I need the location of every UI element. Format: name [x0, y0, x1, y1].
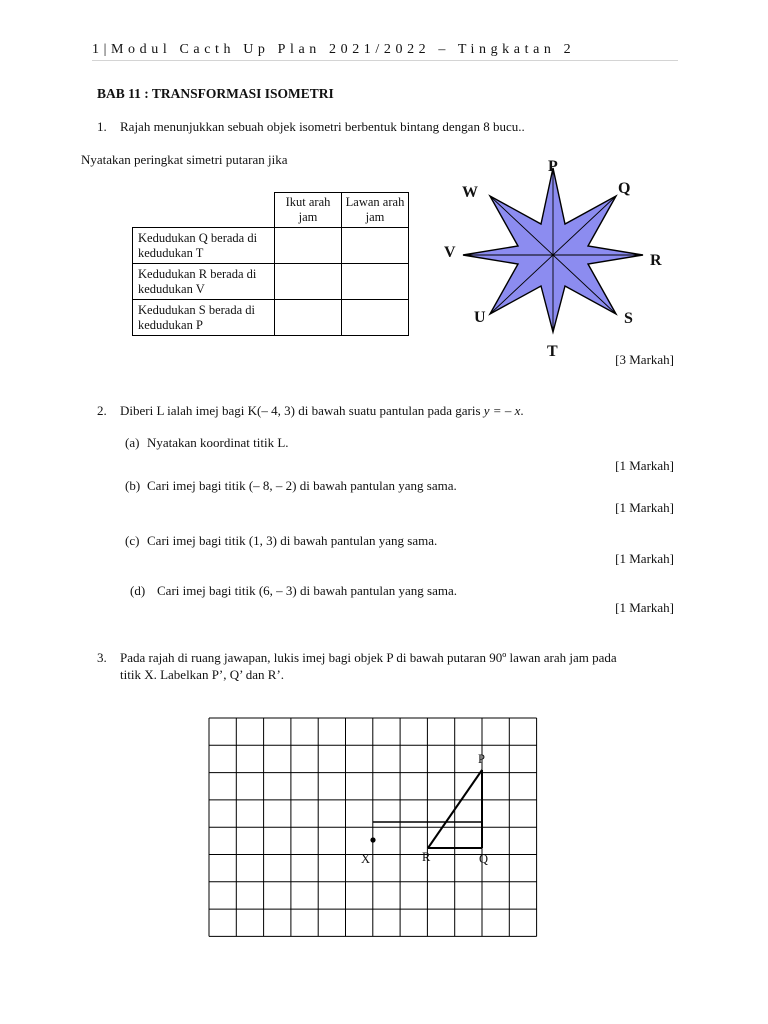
q2a-text: Nyatakan koordinat titik L. [147, 435, 289, 450]
center-point-x [370, 837, 375, 842]
q2b-marks: [1 Markah] [615, 500, 674, 515]
q1-number: 1. [97, 119, 107, 134]
q2c-text: Cari imej bagi titik (1, 3) di bawah pantulan yang sama. [147, 533, 438, 548]
page-header: 1|Modul Cacth Up Plan 2021/2022 – Tingkatan 2 [92, 42, 576, 57]
q3-number: 3. [97, 650, 107, 665]
q2b-text: Cari imej bagi titik (– 8, – 2) di bawah pantulan yang sama. [147, 478, 457, 493]
q2c-marks: [1 Markah] [615, 551, 674, 566]
star-label-q: Q [618, 180, 631, 197]
grid-label-q: Q [479, 852, 489, 866]
q2d-label: (d) [130, 583, 146, 598]
q2c-label: (c) [125, 533, 140, 548]
grid-label-p: P [478, 752, 485, 766]
star-label-r: R [650, 252, 662, 269]
q2-text-post: . [520, 403, 524, 418]
square-grid [209, 718, 537, 936]
star-label-t: T [547, 343, 558, 360]
grid-label-x: X [361, 852, 371, 866]
star-label-v: V [444, 244, 456, 261]
star-label-s: S [624, 310, 633, 327]
q2d-marks: [1 Markah] [615, 600, 674, 615]
q1-instruction: Nyatakan peringkat simetri putaran jika [81, 152, 288, 167]
q1-text: Rajah menunjukkan sebuah objek isometri berbentuk bintang dengan 8 bucu.. [120, 119, 525, 134]
q2-line-equation: y = – x [483, 403, 521, 418]
header-anticlockwise: Lawan arah jam [342, 193, 409, 228]
row-label-s-to-p: Kedudukan S berada di kedudukan P [133, 300, 275, 336]
q1-marks: [3 Markah] [615, 352, 674, 367]
q2d-text: Cari imej bagi titik (6, – 3) di bawah pantulan yang sama. [157, 583, 458, 598]
star-label-u: U [474, 309, 486, 326]
q2-text-pre: Diberi L ialah imej bagi K(– 4, 3) di bawah suatu pantulan pada garis [120, 403, 484, 418]
header-clockwise: Ikut arah jam [275, 193, 342, 228]
row-label-r-to-v: Kedudukan R berada di kedudukan V [133, 264, 275, 300]
q3-line-2: titik X. Labelkan P’, Q’ dan R’. [120, 667, 285, 682]
q2a-label: (a) [125, 435, 140, 450]
row-label-q-to-t: Kedudukan Q berada di kedudukan T [133, 228, 275, 264]
q2b-label: (b) [125, 478, 141, 493]
grid-label-r: R [422, 850, 431, 864]
q3-line-1: Pada rajah di ruang jawapan, lukis imej bagi objek P di bawah putaran 90º lawan arah jam pada [120, 650, 617, 665]
star-label-w: W [462, 184, 478, 201]
chapter-title: BAB 11 : TRANSFORMASI ISOMETRI [97, 86, 334, 101]
star-label-p: P [548, 158, 558, 175]
q2a-marks: [1 Markah] [615, 458, 674, 473]
q2-number: 2. [97, 403, 107, 418]
